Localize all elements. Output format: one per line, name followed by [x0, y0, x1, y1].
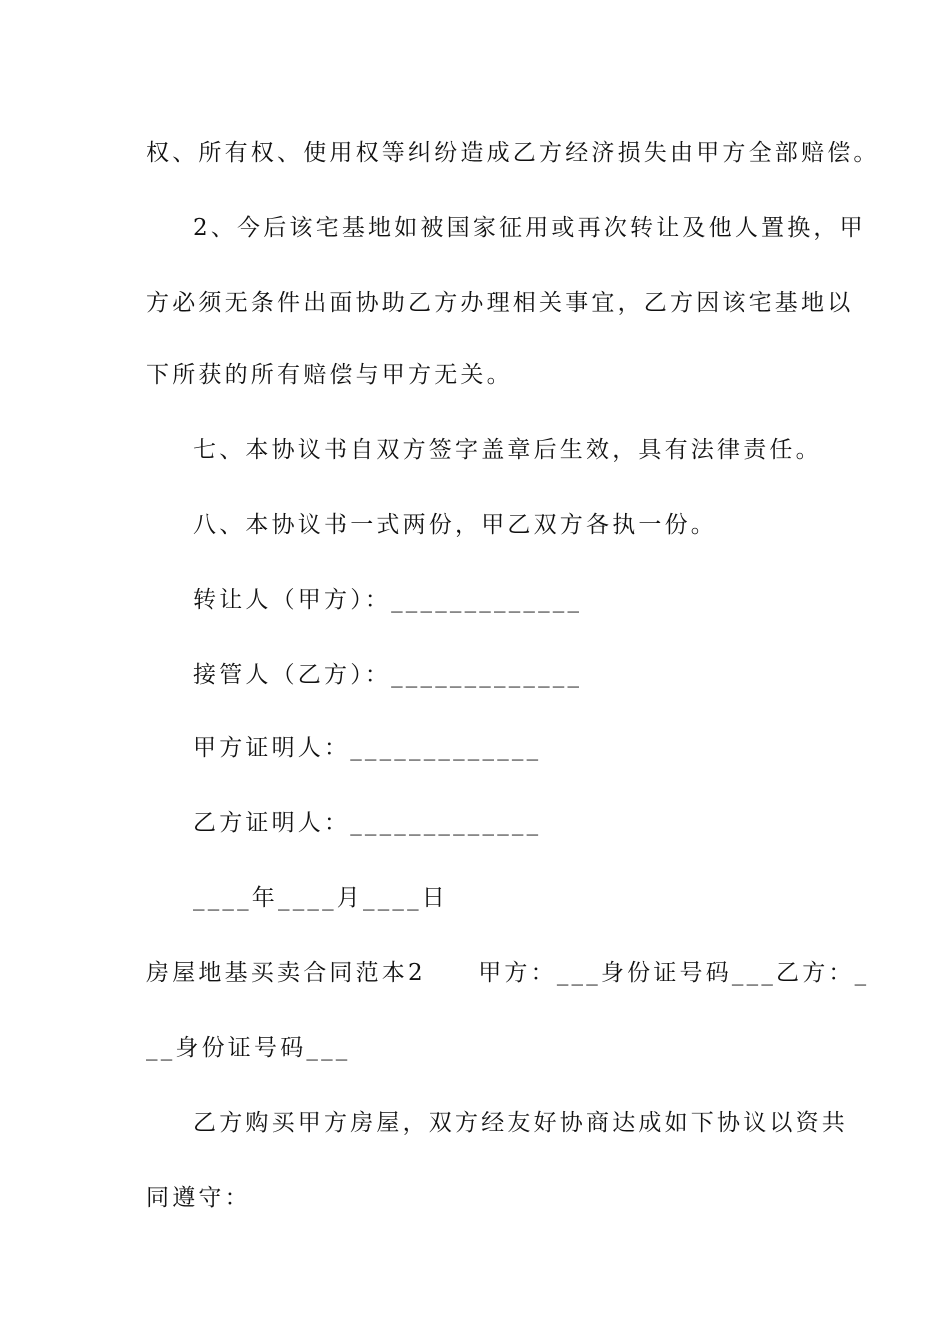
clause-eight: 八、本协议书一式两份，甲乙双方各执一份。	[193, 512, 717, 538]
paragraph-line: 乙方购买甲方房屋，双方经友好协商达成如下协议以资共	[193, 1110, 848, 1136]
paragraph-line: 同遵守：	[146, 1185, 251, 1211]
id-number-line: __身份证号码___	[146, 1035, 351, 1061]
party-a-witness-line: 甲方证明人：_____________	[193, 735, 542, 761]
clause-seven: 七、本协议书自双方签字盖章后生效，具有法律责任。	[193, 437, 822, 463]
party-b-witness-line: 乙方证明人：_____________	[193, 810, 542, 836]
paragraph-line: 权、所有权、使用权等纠纷造成乙方经济损失由甲方全部赔偿。	[146, 140, 880, 166]
receiver-signature-line: 接管人（乙方）：_____________	[193, 662, 583, 688]
paragraph-line: 下所获的所有赔偿与甲方无关。	[146, 362, 513, 388]
transferor-signature-line: 转让人（甲方）：_____________	[193, 587, 583, 613]
paragraph-line: 方必须无条件出面协助乙方办理相关事宜，乙方因该宅基地以	[146, 290, 854, 316]
contract-heading-line: 房屋地基买卖合同范本2 甲方：___身份证号码___乙方：_	[146, 960, 870, 986]
date-line: ____年____月____日	[193, 885, 448, 911]
paragraph-line: 2、今后该宅基地如被国家征用或再次转让及他人置换，甲	[193, 215, 866, 241]
